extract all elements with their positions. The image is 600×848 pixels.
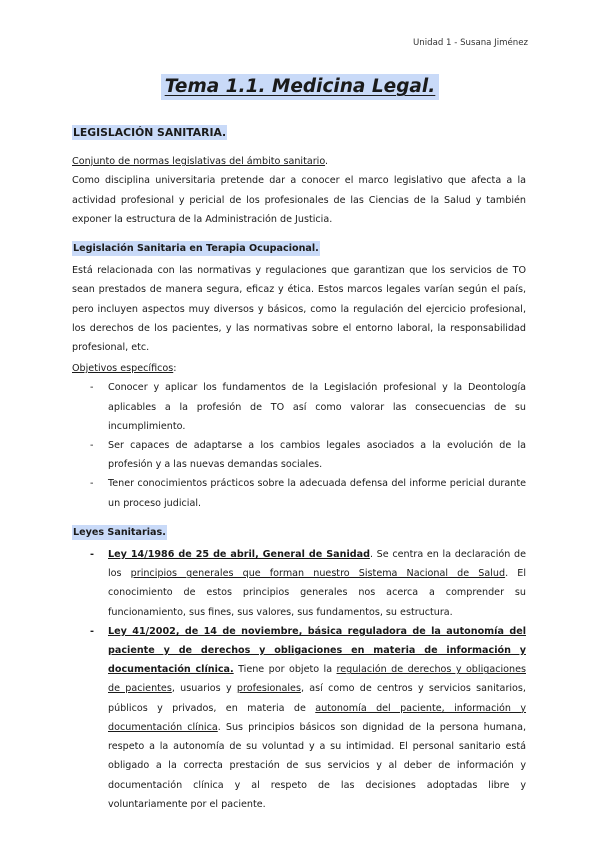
page-title: Tema 1.1. Medicina Legal. <box>161 74 440 100</box>
paragraph: Como disciplina universitaria pretende dar a conocer el marco legislativo que afecta a la actividad profesional y pericial de los profesionales de las Ciencias de la Salud y también exponer la estructura de la Administración de Justicia. <box>72 175 526 225</box>
list-item: - Tener conocimientos prácticos sobre la adecuada defensa del informe pericial durante un proceso judicial. <box>72 474 526 512</box>
title-container <box>0 74 600 100</box>
section-leyes <box>72 523 526 542</box>
laws-list <box>72 545 526 814</box>
paragraph: Está relacionada con las normativas y regulaciones que garantizan que los servicios de TO sean prestados de manera segura, eficaz y ética. Estos marcos legales varían según el país, pero incluyen aspectos muy diversos y básicos, como la regulación del ejercicio profesional, los derechos de los pacientes, y las normativas sobre el entorno laboral, la responsabilidad profesional, etc. <box>72 265 526 354</box>
section-subtitle: Conjunto de normas legislativas del ámbito sanitario. <box>72 156 329 168</box>
objectives-label: Objetivos específicos: <box>72 363 177 375</box>
section-heading: Leyes Sanitarias. <box>73 526 166 538</box>
list-item: - Conocer y aplicar los fundamentos de la Legislación profesional y la Deontología aplicables a la profesión de TO así como valorar las consecuencias de su incumplimiento. <box>72 378 526 436</box>
list-item: - Ley 14/1986 de 25 de abril, General de Sanidad. Se centra en la declaración de los principios generales que forman nuestro Sistema Nacional de Salud. El conocimiento de estos principios generales nos acerca a comprender su funcionamiento, sus fines, sus valores, sus fundamentos, su estructura. <box>72 545 526 622</box>
document-body <box>72 124 526 814</box>
section-heading: LEGISLACIÓN SANITARIA. <box>73 126 227 139</box>
section-terapia <box>72 239 526 258</box>
section-heading: Legislación Sanitaria en Terapia Ocupacional. <box>73 243 319 255</box>
section-legislacion <box>72 124 526 229</box>
list-item: - Ley 41/2002, de 14 de noviembre, básica reguladora de la autonomía del paciente y de derechos y obligaciones en materia de información y documentación clínica. Tiene por objeto la regulación de derechos y obligaciones de pacientes, usuarios y profesionales, así como de centros y servicios sanitarios, públicos y privados, en materia de autonomía del paciente, información y documentación clínica. Sus principios básicos son dignidad de la persona humana, respeto a la autonomía de su voluntad y a su intimidad. El personal sanitario está obligado a la correcta prestación de sus servicios y al deber de información y documentación clínica y al respeto de las decisiones adoptadas libre y voluntariamente por el paciente. <box>72 622 526 814</box>
list-item: - Ser capaces de adaptarse a los cambios legales asociados a la evolución de la profesión y a las nuevas demandas sociales. <box>72 436 526 474</box>
page-header: Unidad 1 - Susana Jiménez <box>413 38 528 48</box>
objectives-list <box>72 378 526 512</box>
